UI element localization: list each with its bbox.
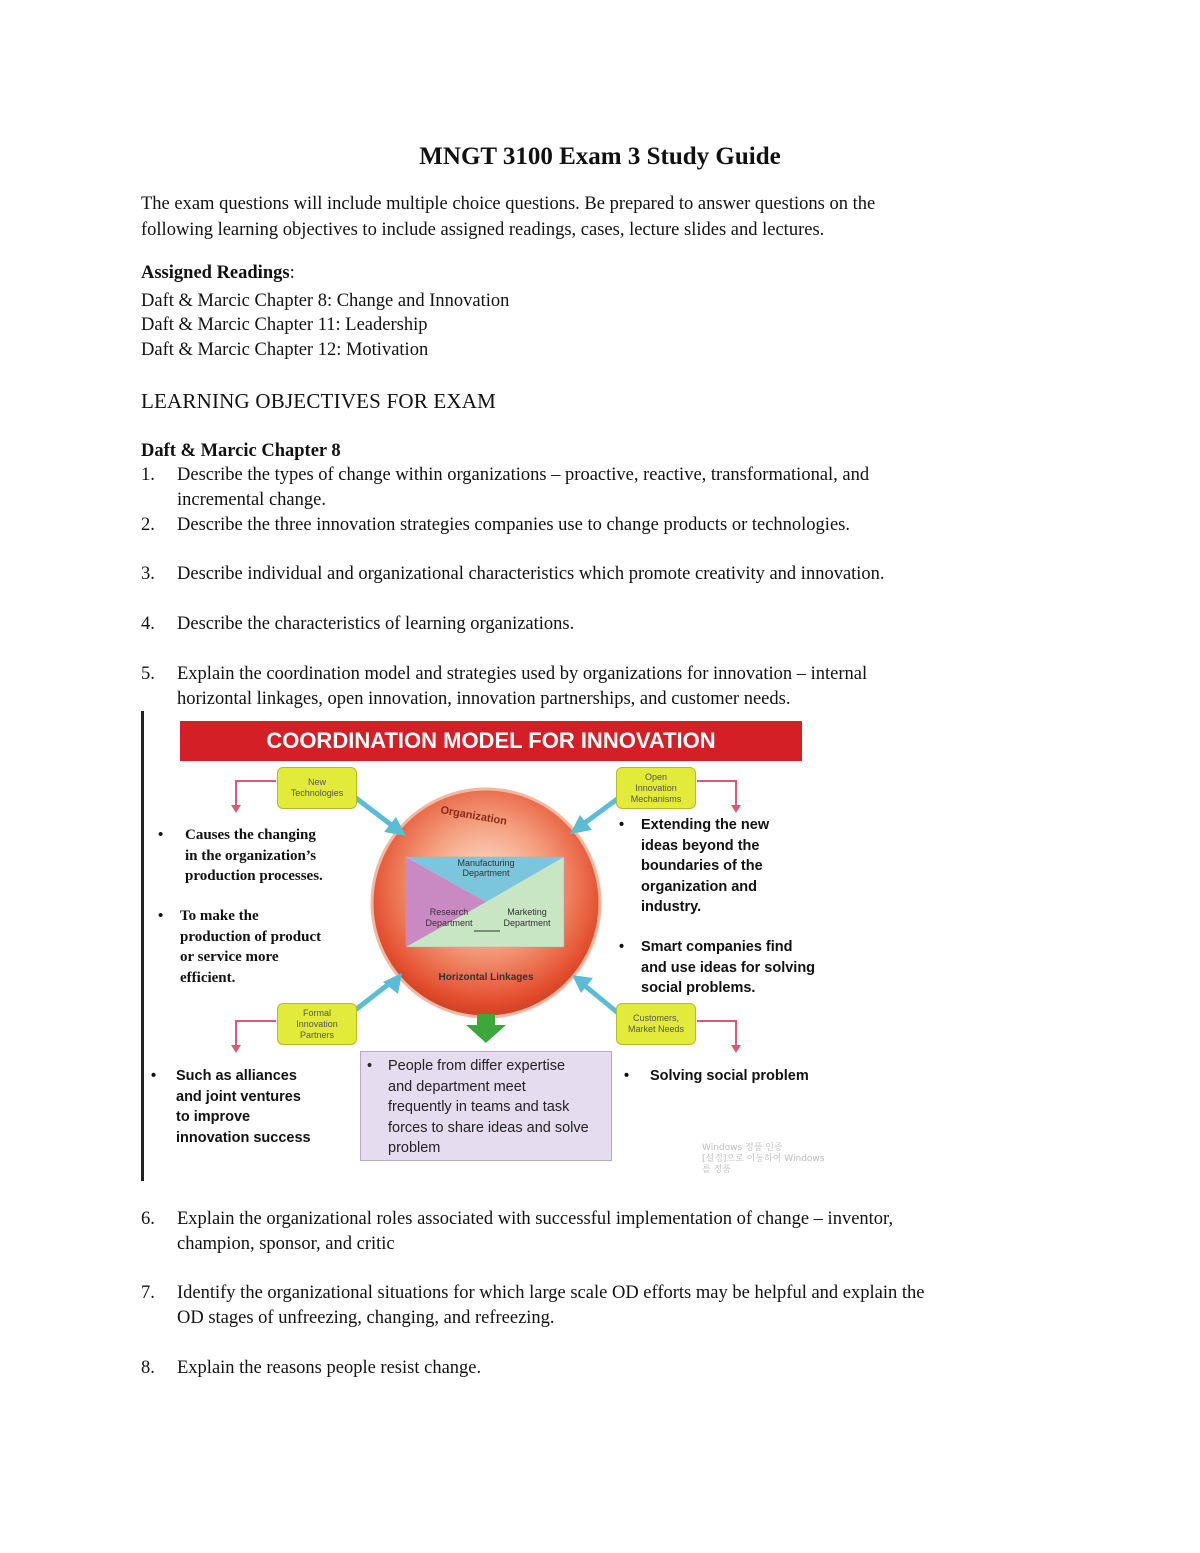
open-innovation-box <box>616 767 696 809</box>
down-arrow-head <box>466 1025 506 1043</box>
bullet-line: to improve <box>176 1109 251 1125</box>
bullet-dot: • <box>158 827 164 843</box>
formal-partners-box <box>277 1003 357 1045</box>
bullet-line: industry. <box>641 899 702 915</box>
bullet-dot: • <box>624 1068 630 1084</box>
label-line: Department <box>425 918 473 928</box>
objective-line: Describe the three innovation strategies companies use to change products or technologies. <box>177 515 850 535</box>
bullet-line: or service more <box>180 949 279 965</box>
readings-heading-text: Assigned Readings <box>141 263 290 283</box>
pink-connector <box>236 1021 276 1047</box>
coordination-model-figure <box>141 711 830 1181</box>
bullet-line: production processes. <box>185 868 323 884</box>
box-line: New <box>307 777 326 787</box>
intro-line: The exam questions will include multiple choice questions. Be prepared to answer questions on the <box>141 194 876 214</box>
bullet-dot: • <box>619 939 625 955</box>
label-line: Marketing <box>507 907 547 917</box>
reading-item: Daft & Marcic Chapter 11: Leadership <box>141 315 428 335</box>
customers-box <box>616 1003 696 1045</box>
reading-item: Daft & Marcic Chapter 8: Change and Innovation <box>141 291 510 311</box>
objective-line: incremental change. <box>177 490 326 510</box>
objective-line: Explain the coordination model and strategies used by organizations for innovation – internal <box>177 664 868 684</box>
customers-arrow <box>584 985 618 1013</box>
box-line: Market Needs <box>627 1024 685 1034</box>
objective-number: 6. <box>141 1209 155 1229</box>
bullet-line: frequently in teams and task <box>388 1099 570 1115</box>
label-line: Manufacturing <box>457 858 515 868</box>
box-line: Open <box>644 771 667 782</box>
bullet-line: boundaries of the <box>641 858 763 874</box>
box-line: Formal <box>302 1007 331 1018</box>
bullet-line: and department meet <box>388 1078 526 1095</box>
bullet-line: social problems. <box>641 980 756 996</box>
bullet-line: innovation success <box>176 1129 311 1146</box>
watermark-line: [설정]으로 이동하여 Windows를 정품 <box>702 1154 825 1175</box>
objective-number: 4. <box>141 614 155 634</box>
bullet-line: production of product <box>180 928 322 945</box>
watermark-line: Windows 정품 인증 <box>702 1143 783 1153</box>
objective-line: Describe individual and organizational characteristics which promote creativity and innovation. <box>177 564 885 584</box>
box-line: Mechanisms <box>630 793 682 804</box>
reading-item: Daft & Marcic Chapter 12: Motivation <box>141 340 429 360</box>
bullet-dot: • <box>367 1058 373 1074</box>
bullet-dot: • <box>158 908 164 924</box>
bullet-line: in the organization’s <box>185 847 317 864</box>
intro-line: following learning objectives to include assigned readings, cases, lecture slides and lectures. <box>141 220 825 240</box>
label-line: Research <box>429 907 469 917</box>
bullet-line: Such as alliances <box>176 1068 297 1084</box>
box-line: Innovation <box>296 1018 338 1029</box>
objective-line: OD stages of unfreezing, changing, and refreezing. <box>177 1308 555 1328</box>
objective-line: Explain the reasons people resist change. <box>177 1358 482 1378</box>
pink-connector <box>697 1021 736 1047</box>
windows-watermark <box>702 1143 830 1176</box>
objective-number: 1. <box>141 465 155 485</box>
manufacturing-label <box>444 858 528 878</box>
pink-connector <box>236 781 276 807</box>
label-line: Department <box>462 868 510 878</box>
figure-banner: COORDINATION MODEL FOR INNOVATION <box>180 721 802 761</box>
formal-arrow <box>354 983 390 1011</box>
objective-number: 5. <box>141 664 155 684</box>
objective-line: Identify the organizational situations for which large scale OD efforts may be helpful and explain the <box>177 1283 925 1303</box>
objective-line: Describe the characteristics of learning organizations. <box>177 614 575 634</box>
pink-connector <box>697 781 736 807</box>
intro-paragraph <box>141 191 875 243</box>
objective-number: 7. <box>141 1283 155 1303</box>
circle-label: Organization <box>439 804 508 828</box>
bullet-line: Smart companies find <box>641 939 793 955</box>
new-technologies-box <box>277 767 357 809</box>
objective-line: Describe the types of change within organizations – proactive, reactive, transformational, and <box>177 465 870 485</box>
label-line: Department <box>503 918 551 928</box>
horizontal-linkages-label: Horizontal Linkages <box>438 972 534 983</box>
objective-number: 3. <box>141 564 155 584</box>
formal-arrowhead <box>383 973 402 994</box>
bullet-dot: • <box>619 817 625 833</box>
bullet-dot: • <box>151 1068 157 1084</box>
box-line: Customers, <box>632 1013 679 1023</box>
bullet-line: and joint ventures <box>176 1088 301 1105</box>
objective-number: 8. <box>141 1358 155 1378</box>
bullet-line: and use ideas for solving <box>641 959 816 976</box>
bullet-line: Solving social problem <box>650 1068 809 1084</box>
marketing-label <box>492 907 562 929</box>
research-label <box>414 907 484 929</box>
open-innov-arrow <box>582 797 620 825</box>
objective-line: horizontal linkages, open innovation, innovation partnerships, and customer needs. <box>177 689 791 709</box>
readings-heading-colon: : <box>289 263 295 283</box>
objectives-heading: LEARNING OBJECTIVES FOR EXAM <box>141 389 497 413</box>
down-arrow-shaft <box>477 1014 495 1026</box>
document-title: MNGT 3100 Exam 3 Study Guide <box>419 143 781 170</box>
horizontal-linkages-note <box>360 1051 612 1161</box>
box-line: Technologies <box>290 788 344 798</box>
readings-heading <box>141 260 295 286</box>
bullet-line: People from differ expertise <box>388 1058 566 1074</box>
bullet-line: efficient. <box>180 969 236 986</box>
bullet-line: forces to share ideas and solve <box>388 1119 589 1136</box>
bullet-line: problem <box>388 1140 441 1156</box>
chapter-heading: Daft & Marcic Chapter 8 <box>141 441 341 461</box>
box-line: Innovation <box>635 782 677 793</box>
objective-number: 2. <box>141 515 155 535</box>
bullet-line: Causes the changing <box>185 827 316 843</box>
bullet-line: organization and <box>641 878 757 895</box>
objective-line: Explain the organizational roles associated with successful implementation of change – inventor, <box>177 1209 894 1229</box>
bullet-line: ideas beyond the <box>641 837 760 854</box>
objective-line: champion, sponsor, and critic <box>177 1234 395 1254</box>
box-line: Partners <box>299 1029 334 1040</box>
bullet-line: Extending the new <box>641 817 770 833</box>
bullet-line: To make the <box>180 908 259 924</box>
new-tech-arrow <box>352 795 394 827</box>
